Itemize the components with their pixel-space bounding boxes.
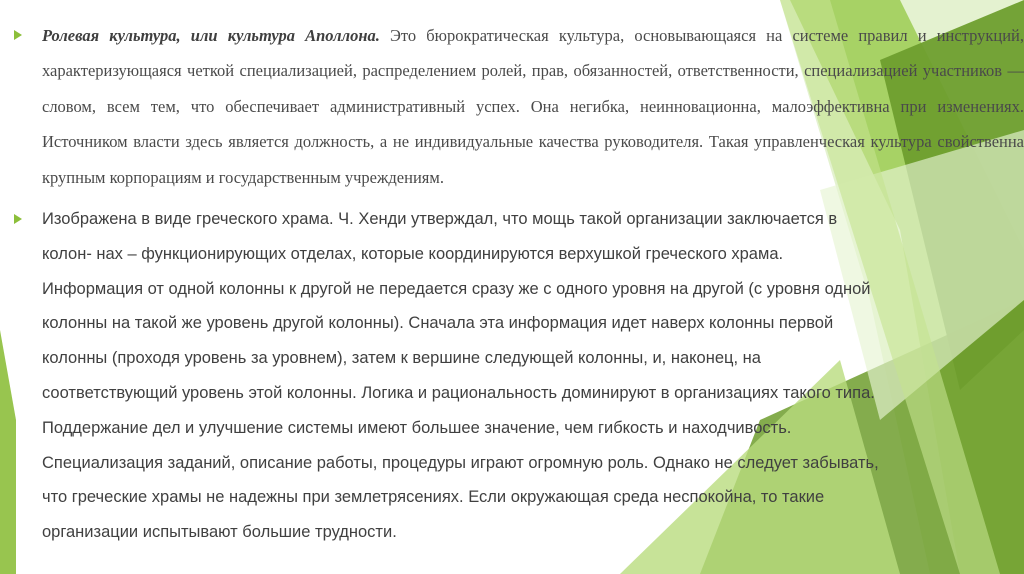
paragraph-line: Изображена в виде греческого храма. Ч. Хенди утверждал, что мощь такой организации заключается в (42, 210, 838, 229)
bullet-paragraph-1 (42, 18, 1024, 195)
paragraph-line: Поддержание дел и улучшение системы имеют большее значение, чем гибкость и находчивость. (42, 418, 792, 437)
paragraph-line: организации испытывают большие трудности. (42, 523, 397, 542)
paragraph-line: Специализация заданий, описание работы, процедуры играют огромную роль. Однако не следует забывать, (42, 453, 879, 472)
paragraph-line: соответствующий уровень этой колонны. Логика и рациональность доминируют в организациях такого типа. (42, 384, 875, 403)
bullet-item-1 (14, 18, 1024, 195)
bullet-arrow-icon (14, 214, 22, 224)
bullet-paragraph-2 (42, 202, 1024, 550)
bullet-item-2 (14, 202, 1024, 550)
bullet-lead-term: Ролевая культура, или культура Аполлона. (42, 26, 380, 45)
paragraph-line: колонны на такой же уровень другой колонны). Сначала эта информация идет наверх колонны первой (42, 314, 834, 333)
paragraph-line: что греческие храмы не надежны при землетрясениях. Если окружающая среда неспокойна, то такие (42, 488, 825, 507)
bullet-arrow-icon (14, 30, 22, 40)
paragraph-line: Информация от одной колонны к другой не передается сразу же с одного уровня на другой (с уровня одной (42, 279, 871, 298)
paragraph-line: колонны (проходя уровень за уровнем), затем к вершине следующей колонны, и, наконец, на (42, 349, 761, 368)
slide-content (14, 18, 1024, 550)
paragraph-line: колон- нах – функционирующих отделах, которые координируются верхушкой греческого храма. (42, 244, 784, 263)
bullet-body-text: Это бюрократическая культура, основывающаяся на системе правил и инструкций, характеризующаяся четкой специализацией, распределением ролей, прав, обязанностей, ответственности, специализацией участников — словом, всем тем, что обеспечивает административный успех. Она негибка, неинновационна, малоэффективна при изменениях. Источником власти здесь является должность, а не индивидуальные качества руководителя. Такая управленческая культура свойственна крупным корпорациям и государственным учреждениям. (42, 26, 1024, 187)
